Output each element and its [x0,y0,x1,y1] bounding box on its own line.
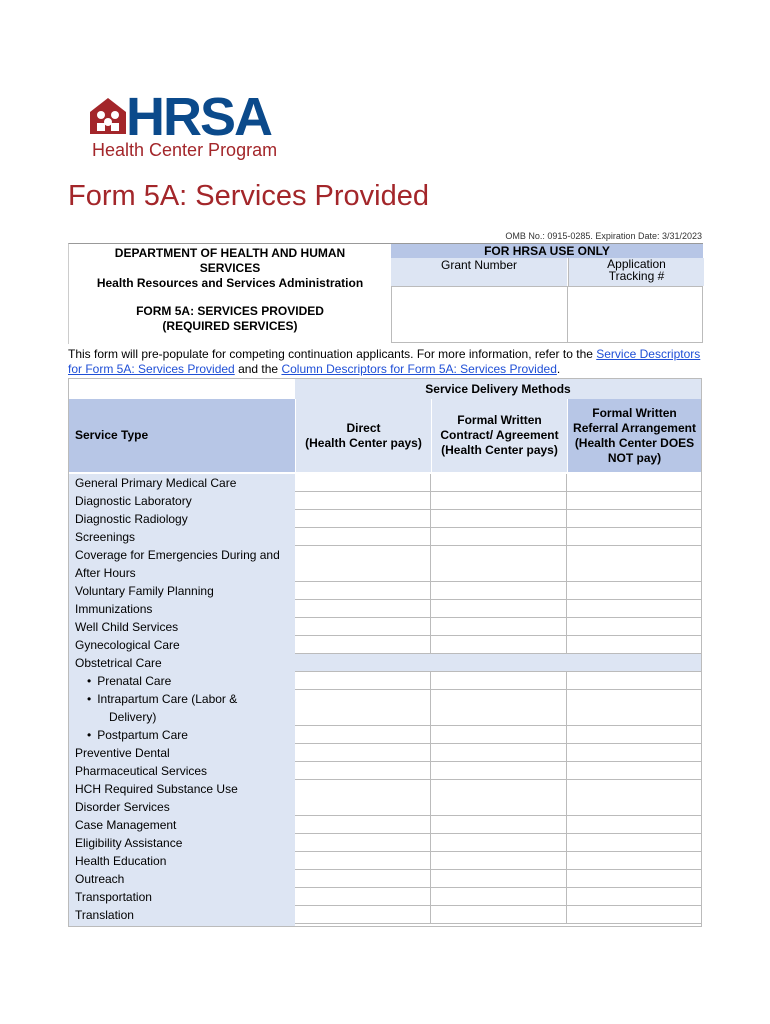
contract-cell[interactable] [431,762,567,780]
direct-cell[interactable] [295,672,431,690]
list-item: Preventive Dental [75,746,170,760]
table-row [295,852,701,870]
direct-cell[interactable] [295,636,431,654]
group-header-spacer [69,379,295,399]
list-item: Well Child Services [75,620,179,634]
department-block [69,244,391,344]
contract-cell[interactable] [431,672,567,690]
referral-cell[interactable] [567,726,701,744]
referral-cell[interactable] [567,780,701,816]
contract-cell[interactable] [431,888,567,906]
contract-header-line-2: Contract/ Agreement [440,428,559,442]
referral-cell[interactable] [567,834,701,852]
list-item: Delivery) [109,710,157,724]
referral-cell[interactable] [567,636,701,654]
referral-cell[interactable] [567,618,701,636]
referral-header-line-4: NOT pay) [607,450,662,465]
grant-number-label: Grant Number [391,258,567,286]
contract-cell[interactable] [431,600,567,618]
list-item: Pharmaceutical Services [75,764,208,778]
table-row [295,834,701,852]
referral-cell[interactable] [567,492,701,510]
contract-cell[interactable] [431,690,567,726]
table-row [295,636,701,654]
hrsa-use-heading: FOR HRSA USE ONLY [391,244,703,258]
health-center-house-icon [88,96,128,136]
table-row [295,474,701,492]
contract-cell[interactable] [431,510,567,528]
list-item: Diagnostic Laboratory [75,494,192,508]
referral-header [567,399,701,472]
direct-cell[interactable] [295,690,431,726]
contract-header-line-1: Formal Written [457,413,542,427]
direct-cell[interactable] [295,906,431,924]
referral-cell[interactable] [567,690,701,726]
direct-cell[interactable] [295,888,431,906]
group-header-row [69,379,701,399]
list-item: Health Education [75,854,167,868]
contract-cell[interactable] [431,906,567,924]
referral-header-line-1: Formal Written [592,405,677,420]
contract-cell[interactable] [431,582,567,600]
direct-cell[interactable] [295,744,431,762]
list-item: Coverage for Emergencies During and [75,548,280,562]
table-row [295,780,701,816]
contract-cell[interactable] [431,870,567,888]
direct-cell[interactable] [295,780,431,816]
contract-header [431,399,567,472]
list-item: • Prenatal Care [75,672,295,690]
list-item: Obstetrical Care [75,656,162,670]
direct-cell[interactable] [295,618,431,636]
intro-paragraph [68,347,702,377]
tracking-label-line-2: Tracking # [608,269,665,283]
table-row [295,888,701,906]
direct-cell[interactable] [295,834,431,852]
table-row [295,762,701,780]
services-table [68,378,702,927]
direct-cell[interactable] [295,546,431,582]
hrsa-use-only-box [391,244,703,344]
list-item: Gynecological Care [75,638,180,652]
contract-cell[interactable] [431,546,567,582]
table-row [295,744,701,762]
intro-text-after: . [556,362,561,376]
table-row [295,492,701,510]
department-line-1: DEPARTMENT OF HEALTH AND HUMAN [114,246,346,260]
direct-header-line-2: (Health Center pays) [305,435,422,450]
direct-header [295,399,431,472]
form-header [68,243,703,344]
service-delivery-methods-header: Service Delivery Methods [295,379,701,399]
table-body [69,474,701,926]
list-item: Immunizations [75,602,153,616]
grant-number-field[interactable] [391,286,567,343]
contract-cell[interactable] [431,726,567,744]
column-header-row [69,399,701,472]
referral-cell[interactable] [567,510,701,528]
contract-cell[interactable] [431,492,567,510]
table-row [295,906,701,924]
referral-cell[interactable] [567,906,701,924]
referral-cell[interactable] [567,816,701,834]
contract-cell[interactable] [431,744,567,762]
list-item: Transportation [75,890,152,904]
contract-cell[interactable] [431,636,567,654]
list-item: Screenings [75,530,136,544]
form-name-line-2: (REQUIRED SERVICES) [162,319,298,333]
list-item: After Hours [75,566,136,580]
direct-header-line-1: Direct [346,420,381,435]
contract-cell[interactable] [431,816,567,834]
referral-cell[interactable] [567,474,701,492]
table-row [295,618,701,636]
tracking-number-field[interactable] [567,286,703,343]
logo-subtitle: Health Center Program [92,140,278,160]
referral-cell[interactable] [567,870,701,888]
contract-cell[interactable] [431,474,567,492]
intro-text-middle: and the [234,362,282,376]
referral-cell[interactable] [567,852,701,870]
direct-cell[interactable] [295,726,431,744]
referral-cell[interactable] [567,528,701,546]
table-row [295,582,701,600]
direct-cell[interactable] [295,600,431,618]
list-item: • Postpartum Care [75,726,295,744]
referral-cell[interactable] [567,600,701,618]
referral-header-line-3: (Health Center DOES [574,435,695,450]
table-row [295,528,701,546]
direct-cell[interactable] [295,510,431,528]
list-item: General Primary Medical Care [75,476,237,490]
table-row [295,816,701,834]
list-item: • Intrapartum Care (Labor & [75,690,295,708]
referral-cell[interactable] [567,672,701,690]
referral-cell[interactable] [567,888,701,906]
service-descriptors-link[interactable]: Service Descriptors for Form 5A: Services Provided [68,347,701,376]
form-name-line-1: FORM 5A: SERVICES PROVIDED [136,304,324,318]
contract-cell[interactable] [431,528,567,546]
tracking-label-line-1: Application [607,257,666,271]
contract-cell[interactable] [431,618,567,636]
referral-cell[interactable] [567,546,701,582]
service-type-column [69,474,295,926]
obstetrical-care-group-row [295,654,701,672]
direct-cell[interactable] [295,816,431,834]
table-row [295,600,701,618]
direct-cell[interactable] [295,852,431,870]
contract-cell[interactable] [431,852,567,870]
page-title: Form 5A: Services Provided [68,180,430,212]
table-row [295,870,701,888]
direct-cell[interactable] [295,528,431,546]
table-row [295,546,701,582]
hrsa-logo [88,87,318,167]
contract-cell[interactable] [431,834,567,852]
logo-wordmark: HRSA [126,87,272,147]
referral-cell[interactable] [567,744,701,762]
list-item: Disorder Services [75,800,170,814]
contract-cell[interactable] [431,780,567,816]
service-type-header: Service Type [69,399,295,472]
list-item: Eligibility Assistance [75,836,183,850]
table-row [295,690,701,726]
column-descriptors-link[interactable]: Column Descriptors for Form 5A: Services Provided [281,362,557,376]
list-item: Case Management [75,818,177,832]
direct-cell[interactable] [295,762,431,780]
direct-cell[interactable] [295,492,431,510]
direct-cell[interactable] [295,474,431,492]
table-row [295,672,701,690]
referral-cell[interactable] [567,762,701,780]
list-item: Diagnostic Radiology [75,512,188,526]
intro-text-before: This form will pre-populate for competing continuation applicants. For more information, refer to the [68,347,597,361]
list-item: Voluntary Family Planning [75,584,214,598]
contract-header-line-3: (Health Center pays) [441,443,558,457]
department-line-2: SERVICES [199,261,261,275]
direct-cell[interactable] [295,870,431,888]
list-item: HCH Required Substance Use [75,782,238,796]
referral-cell[interactable] [567,582,701,600]
table-row [295,726,701,744]
referral-header-line-2: Referral Arrangement [573,420,696,435]
checkbox-grid [295,474,701,926]
department-line-3: Health Resources and Services Administration [96,276,364,290]
table-row [295,510,701,528]
omb-notice: OMB No.: 0915-0285. Expiration Date: 3/31/2023 [505,231,702,241]
direct-cell[interactable] [295,582,431,600]
list-item: Outreach [75,872,125,886]
list-item: Translation [75,908,134,922]
tracking-label [568,258,704,286]
